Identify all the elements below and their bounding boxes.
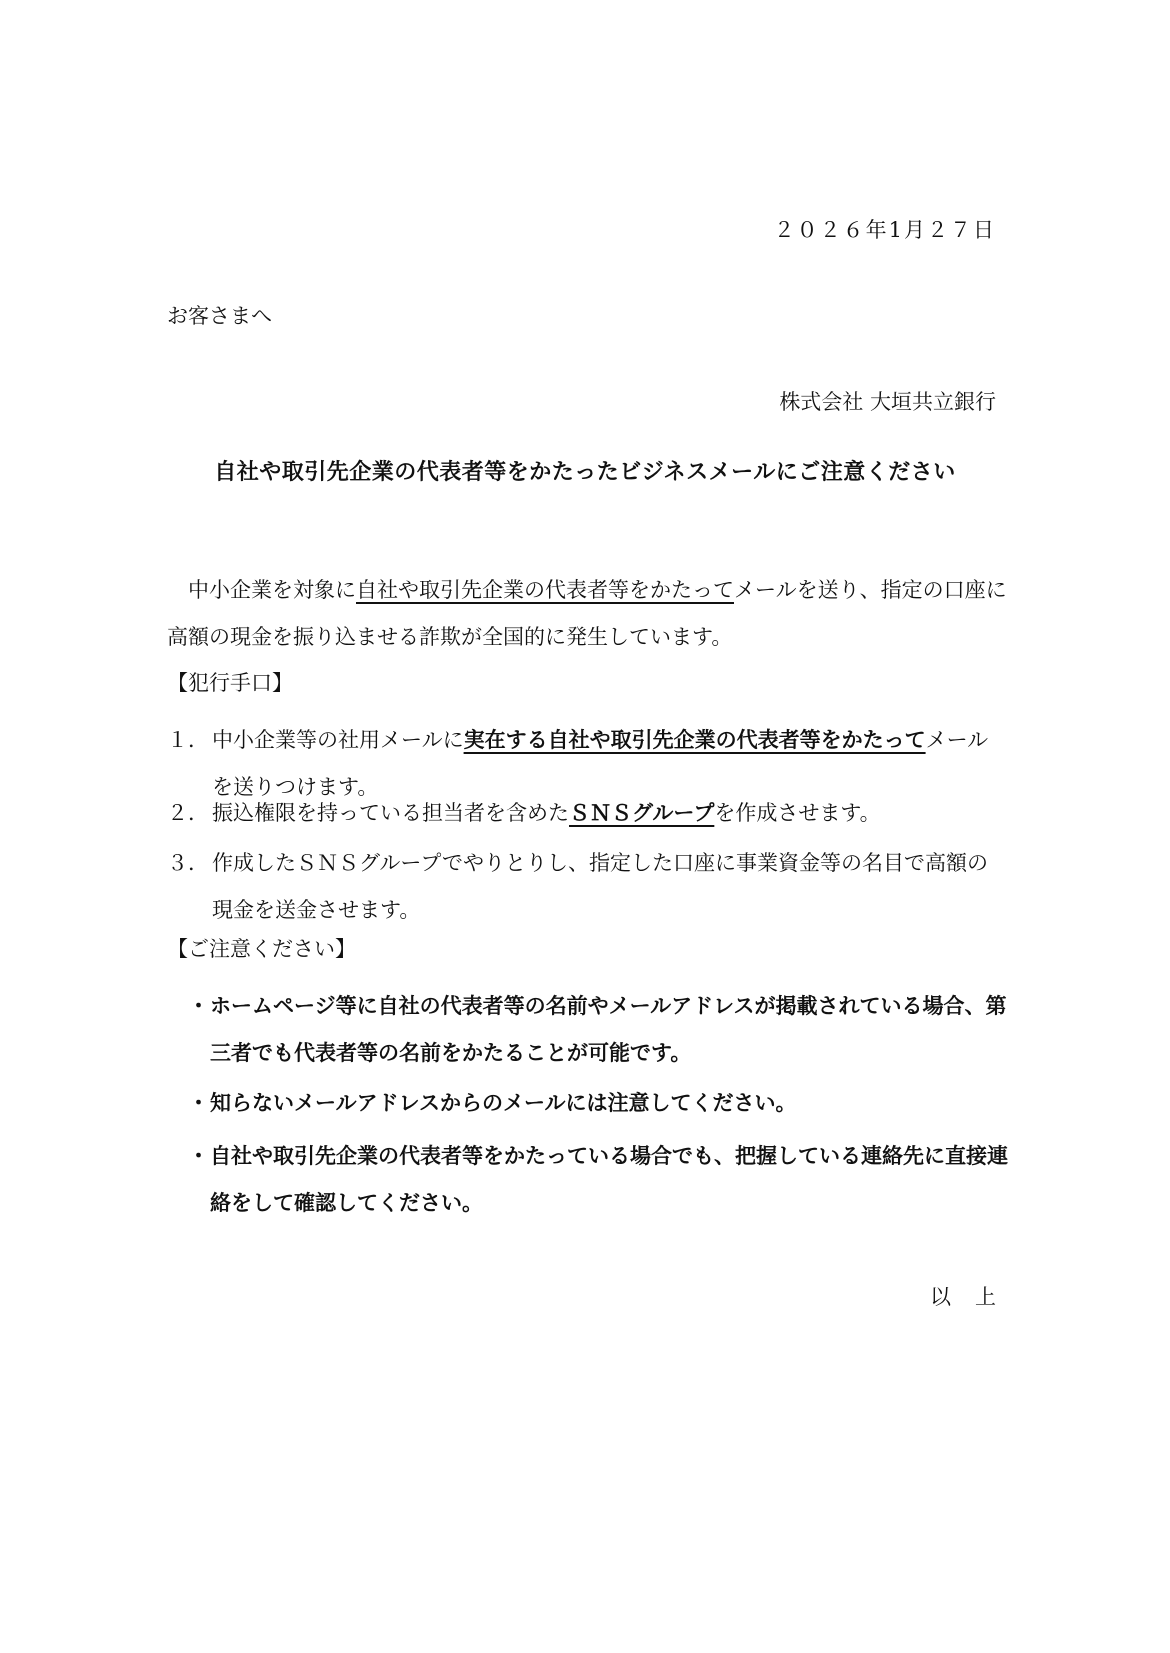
- method-text-before: 振込権限を持っている担当者を含めた: [212, 801, 569, 825]
- document-date: ２０２６年1月２７日: [773, 218, 996, 242]
- method-item-2: [167, 790, 1007, 837]
- method-text-before: 中小企業等の社用メールに: [212, 728, 464, 752]
- caution-heading: 【ご注意ください】: [167, 937, 356, 961]
- intro-paragraph: [167, 567, 1007, 661]
- closing-mark: 以上: [930, 1285, 1020, 1309]
- bullet-icon: ・: [188, 1091, 209, 1115]
- bullet-icon: ・: [188, 1144, 209, 1168]
- method-number: ３．: [167, 851, 209, 875]
- method-number: １．: [167, 728, 209, 752]
- caution-text: 知らないメールアドレスからのメールには注意してください。: [210, 1091, 797, 1115]
- method-text-before: 作成したＳＮＳグループでやりとりし、指定した口座に事業資金等の名目で高額の現金を送金させます。: [212, 851, 988, 922]
- method-number: ２．: [167, 801, 209, 825]
- caution-item-1: [188, 983, 1018, 1077]
- method-text-after: メールを送りつけます。: [212, 728, 989, 799]
- method-text-underlined: ＳＮＳグループ: [569, 801, 715, 825]
- intro-text-before: 中小企業を対象に: [188, 578, 356, 602]
- caution-item-3: [188, 1133, 1018, 1227]
- methods-heading: 【犯行手口】: [167, 671, 293, 695]
- bullet-icon: ・: [188, 994, 209, 1018]
- intro-text-after: メールを送り、指定の口座に高額の現金を振り込ませる詐欺が全国的に発生しています。: [167, 578, 1007, 649]
- document-title: 自社や取引先企業の代表者等をかたったビジネスメールにご注意ください: [214, 460, 956, 485]
- caution-item-2: [188, 1080, 1018, 1127]
- method-text-after: を作成させます。: [714, 801, 881, 825]
- method-item-3: [167, 840, 1007, 934]
- sender-name: 株式会社 大垣共立銀行: [779, 390, 996, 414]
- recipient-salutation: お客さまへ: [167, 304, 272, 328]
- method-text-underlined: 実在する自社や取引先企業の代表者等をかたって: [463, 728, 926, 752]
- intro-text-underlined: 自社や取引先企業の代表者等をかたって: [356, 578, 734, 602]
- caution-text: 自社や取引先企業の代表者等をかたっている場合でも、把握している連絡先に直接連絡をして確認してください。: [210, 1144, 1008, 1215]
- caution-text: ホームページ等に自社の代表者等の名前やメールアドレスが掲載されている場合、第三者でも代表者等の名前をかたることが可能です。: [210, 994, 1007, 1065]
